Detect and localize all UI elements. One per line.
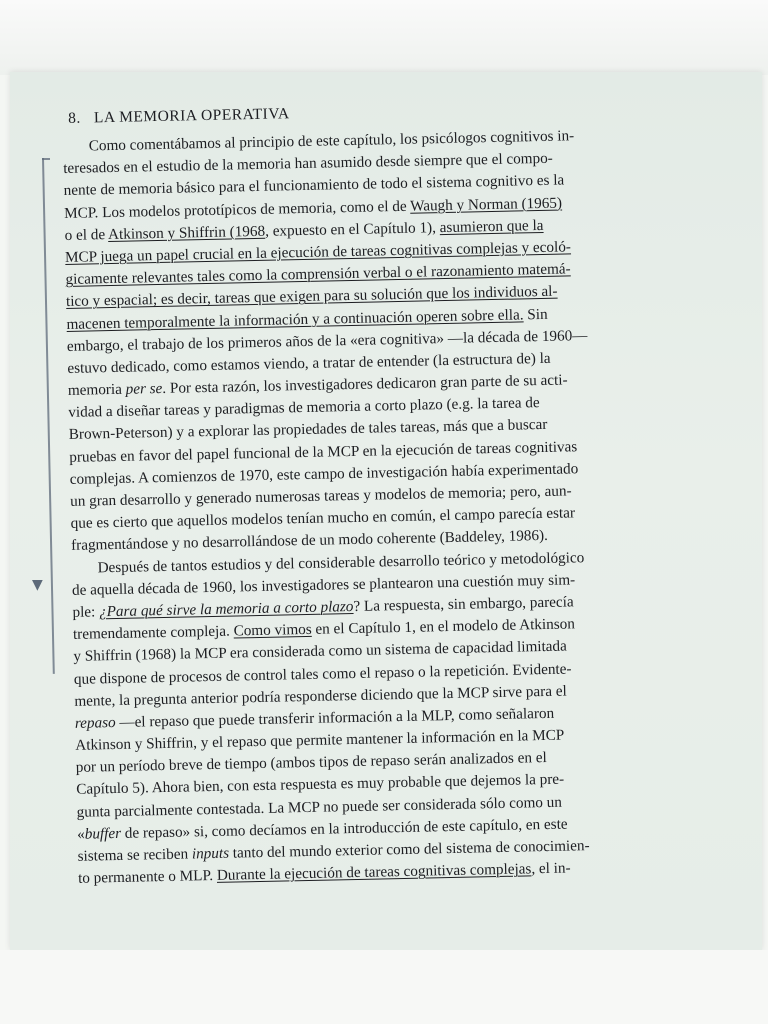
text-segment: Atkinson y Shiffrin, y el repaso que permite mantener la información en la MCP [75, 726, 565, 754]
underlined-text: Atkinson y Shiffrin (1968 [107, 222, 266, 243]
text-segment: un gran desarrollo y generado numerosas tareas y modelos de memoria; pero, aun- [70, 482, 572, 510]
text-segment: pruebas en favor del papel funcional de la MCP en la ejecución de tareas cognitivas [69, 437, 578, 466]
underlined-text: tico y espacial; es decir, tareas que exigen para su solución que los individuos al- [65, 282, 558, 311]
text-segment: de repaso» si, como decíamos en la introducción de este capítulo, en este [120, 815, 568, 842]
pen-arrow-mark: ▼ [32, 577, 43, 593]
text-segment: complejas. A comienzos de 1970, este campo de investigación había experimentado [69, 460, 579, 488]
text-segment: tanto del mundo exterior como del sistema de conocimien- [228, 837, 590, 862]
text-segment: y Shiffrin (1968) la MCP era considerada como un sistema de capacidad limitada [73, 637, 567, 666]
text-segment: tremendamente compleja. [72, 622, 234, 644]
photo-background-bottom [0, 950, 768, 1024]
book-page [10, 72, 762, 950]
text-segment: memoria [67, 380, 126, 399]
text-segment: que es cierto que aquellos modelos tenían mucho en común, el campo parecía estar [70, 504, 576, 533]
section-title: LA MEMORIA OPERATIVA [93, 105, 290, 127]
text-segment: Sin [523, 305, 548, 323]
text-segment: . Por esta razón, los investigadores dedicaron gran parte de su acti- [162, 371, 568, 398]
text-segment: MCP. Los modelos prototípicos de memoria, como el de [63, 197, 411, 222]
text-segment: , expuesto en el Capítulo 1), [264, 218, 440, 240]
text-segment: teresados en el estudio de la memoria han asumido desde siempre que el compo- [63, 149, 553, 178]
text-segment: ? La respuesta, sin embargo, parecía [353, 593, 574, 615]
text-segment: por un período breve de tiempo (ambos tipos de repaso serán analizados en el [75, 749, 547, 777]
text-segment: fragmentándose y no desarrollándose de un modo coherente (Baddeley, 1986). [70, 527, 549, 555]
underlined-text: asumieron que la [439, 216, 544, 236]
text-segment: que dispone de procesos de control tales como el repaso o la repetición. Evidente- [73, 659, 572, 688]
text-segment: —el repaso que puede transferir información a la MLP, como señalaron [115, 704, 555, 731]
photo-background-top [0, 0, 768, 75]
text-segment: estuvo dedicado, como estamos viendo, a tratar de entender (la estructura de) la [67, 349, 551, 377]
underlined-text: gicamente relevantes tales como la comprensión verbal o el razonamiento matemá- [65, 260, 571, 289]
page-text [62, 96, 762, 891]
text-segment: en el Capítulo 1, en el modelo de Atkinson [311, 615, 576, 639]
text-segment: to permanente o MLP. [77, 867, 218, 888]
underlined-text: MCP juega un papel crucial en la ejecución de tareas cognitivas complejas y ecoló- [64, 238, 572, 266]
underlined-text: Como vimos [233, 621, 312, 640]
italic-text: repaso [74, 713, 116, 732]
italic-text: inputs [191, 844, 230, 863]
text-segment: de aquella década de 1960, los investigadores se plantearon una cuestión muy sim- [71, 571, 576, 599]
text-segment: Después de tantos estudios y del considerable desarrollo teórico y metodológico [97, 548, 585, 576]
text-segment: Brown-Peterson) y a explorar las propiedades de tales tareas, más que a buscar [68, 416, 548, 444]
underlined-italic-text: ¿Para qué sirve la memoria a corto plazo [98, 597, 354, 621]
section-number: 8. [67, 109, 81, 127]
text-segment: vidad a diseñar tareas y paradigmas de memoria a corto plazo (e.g. la tarea de [68, 394, 540, 422]
text-segment: o el de [64, 225, 109, 244]
text-segment: nente de memoria básico para el funcionamiento de todo el sistema cognitivo es la [63, 171, 565, 200]
text-segment: , el in- [531, 859, 571, 878]
text-segment: ple: [72, 603, 100, 621]
pen-bracket-margin-mark [42, 158, 55, 674]
italic-text: buffer [84, 824, 122, 843]
text-segment: mente, la pregunta anterior podría responderse diciendo que la MCP sirve para el [74, 682, 567, 710]
text-segment: embargo, el trabajo de los primeros años de la «era cognitiva» —la década de 1960— [66, 326, 588, 355]
text-segment: sistema se reciben [77, 845, 193, 865]
text-segment: Capítulo 5). Ahora bien, con esta respuesta es muy probable que dejemos la pre- [76, 771, 565, 799]
text-segment: gunta parcialmente contestada. La MCP no puede ser considerada sólo como un [76, 793, 563, 821]
text-segment: Como comentábamos al principio de este capítulo, los psicólogos cognitivos in- [88, 127, 575, 155]
italic-text: per se [125, 380, 163, 398]
body-text [63, 122, 762, 891]
underlined-text: Waugh y Norman (1965) [409, 194, 563, 215]
underlined-text: macenen temporalmente la información y a continuación operen sobre ella. [66, 305, 524, 333]
underlined-text: Durante la ejecución de tareas cognitivas complejas [216, 860, 532, 885]
text-segment: « [76, 825, 85, 843]
